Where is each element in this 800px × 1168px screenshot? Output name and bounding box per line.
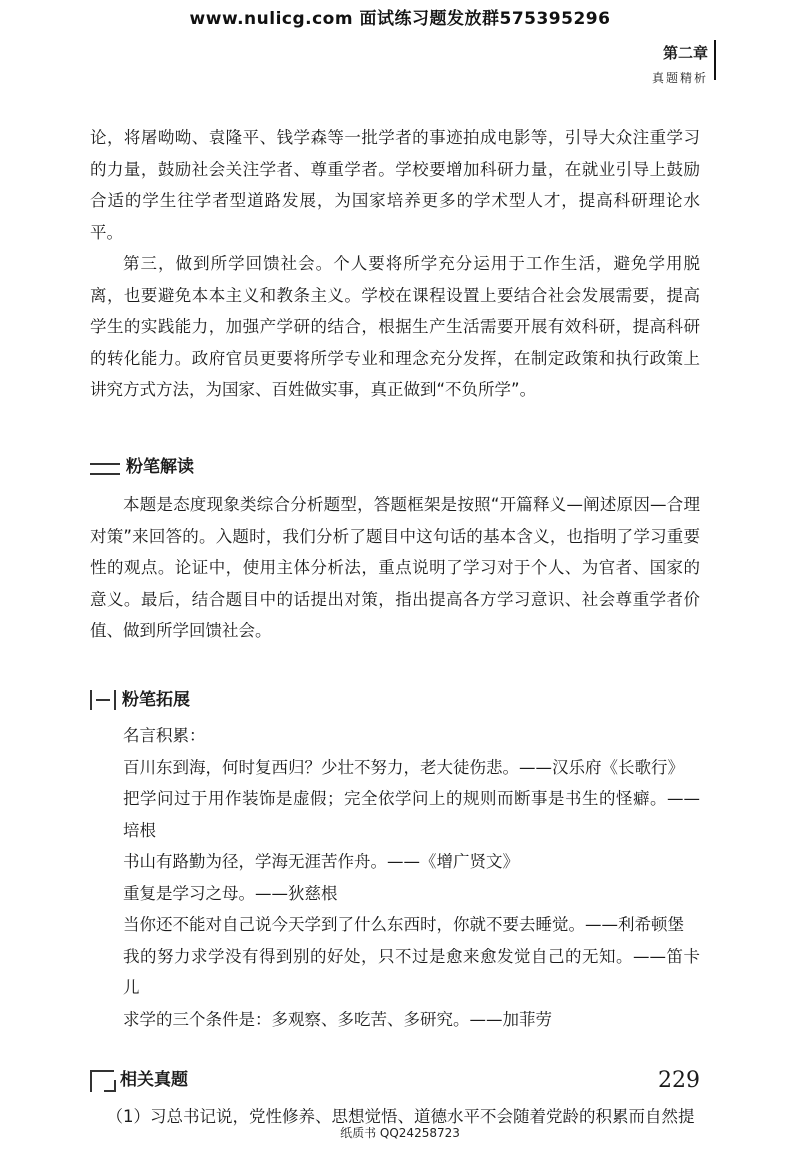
section-title: 相关真题: [120, 1070, 188, 1090]
section-marker-icon: [90, 690, 116, 710]
section-marker-icon: [90, 463, 120, 475]
watermark-header: www.nulicg.com 面试练习题发放群575395296: [189, 9, 611, 29]
chapter-label: [652, 42, 708, 86]
quote-item: 百川东到海，何时复西归？少壮不努力，老大徒伤悲。——汉乐府《长歌行》: [123, 757, 684, 777]
quote-item: 求学的三个条件是：多观察、多吃苦、多研究。——加菲劳: [123, 1009, 552, 1029]
quote-lead: 名言积累：: [123, 726, 206, 745]
section-marker-icon: [90, 1070, 114, 1092]
quote-list: [90, 720, 700, 1035]
section-heading-related: [90, 1065, 700, 1097]
quote-item: 把学问过于用作装饰是虚假；完全依学问上的规则而断事是书生的怪癖。——培根: [123, 789, 700, 840]
quote-item: 书山有路勤为径，学海无涯苦作舟。——《增广贤文》: [123, 852, 519, 871]
footer-note: 纸质书 QQ24258723: [340, 1126, 460, 1140]
paragraph-continued: 论，将屠呦呦、袁隆平、钱学森等一批学者的事迹拍成电影等，引导大众注重学习的力量，鼓励社会关注学者、尊重学者。学校要增加科研力量，在就业引导上鼓励合适的学生往学者型道路发展，为国家培养更多的学术型人才，提高科研理论水平。: [90, 128, 700, 242]
quote-item: 重复是学习之母。——狄慈根: [123, 883, 338, 903]
related-question: （1）习总书记说，党性修养、思想觉悟、道德水平不会随着党龄的积累而自然提: [106, 1106, 695, 1126]
chapter-subtitle: 真题精析: [651, 71, 708, 85]
interpretation-body: 本题是态度现象类综合分析题型，答题框架是按照“开篇释义—阐述原因—合理对策”来回答的。入题时，我们分析了题目中这句话的基本含义，也指明了学习重要性的观点。论证中，使用主体分析法，重点说明了学习对于个人、为官者、国家的意义。最后，结合题目中的话提出对策，指出提高各方学习意识、社会尊重学者价值、做到所学回馈社会。: [90, 495, 700, 640]
chapter-title: 第二章: [662, 44, 708, 62]
quote-item: 我的努力求学没有得到别的好处，只不过是愈来愈发觉自己的无知。——笛卡儿: [123, 946, 700, 997]
chapter-divider: [714, 40, 716, 80]
paragraph-third-point: 第三，做到所学回馈社会。个人要将所学充分运用于工作生活，避免学用脱离，也要避免本本主义和教条主义。学校在课程设置上要结合社会发展需要，提高学生的实践能力，加强产学研的结合，根据生产生活需要开展有效科研，提高科研的转化能力。政府官员更要将所学专业和理念充分发挥，在制定政策和执行政策上讲究方式方法，为国家、百姓做实事，真正做到“不负所学”。: [90, 254, 700, 399]
page-content: [90, 122, 700, 1132]
page-number: 229: [658, 1068, 700, 1093]
section-heading-extension: [90, 685, 700, 717]
section-heading-interpretation: [90, 452, 700, 484]
section-title: 粉笔拓展: [122, 689, 190, 710]
quote-item: 当你还不能对自己说今天学到了什么东西时，你就不要去睡觉。——利希顿堡: [123, 915, 684, 934]
section-title: 粉笔解读: [126, 456, 194, 477]
